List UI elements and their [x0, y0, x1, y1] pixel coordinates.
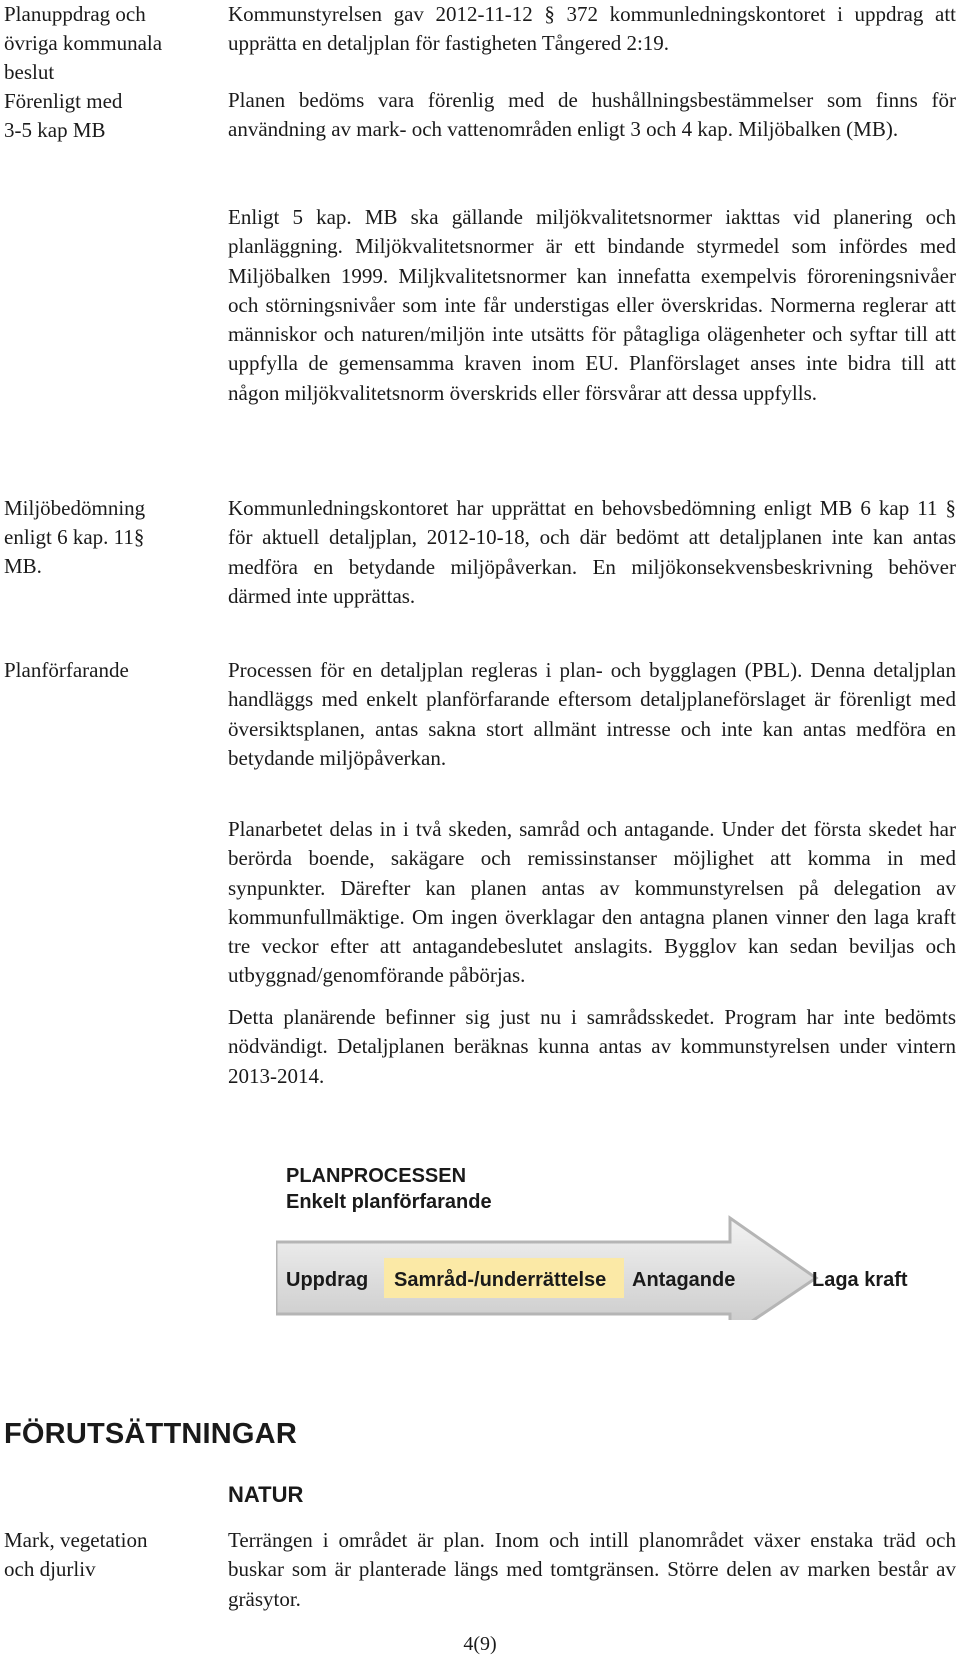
plan-process-arrow	[276, 1160, 936, 1320]
margin-label-line: Planuppdrag och	[4, 2, 146, 26]
margin-label-line: Mark, vegetation	[4, 1528, 148, 1552]
margin-label-planuppdrag	[4, 0, 204, 87]
margin-label-line: Miljöbedömning	[4, 496, 146, 520]
paragraph-miljokvalitetsnormer: Enligt 5 kap. MB ska gällande miljökvalitetsnormer iakttas vid planering och planläggning. Miljökvalitetsnormer är ett bindande styrmedel som infördes med Miljöbalken 1999. Miljkvalitetsnormer kan innefatta exempelvis föroreningsnivåer och störningsnivåer som inte får understigas eller överskridas. Normerna reglerar att människor och naturen/miljön inte utsätts för påtagliga olägenheter och syftar till att uppfylla de gemensamma kraven inom EU. Planförslaget anses inte bidra till att någon miljökvalitetsnorm överskrids eller försvårar att dessa uppfylls.	[228, 205, 956, 405]
margin-label-line: enligt 6 kap. 11§	[4, 525, 145, 549]
margin-label-line: och djurliv	[4, 1557, 96, 1581]
paragraph-terrangen: Terrängen i området är plan. Inom och intill planområdet växer enstaka träd och buskar som är planterade längs med tomtgränsen. Större delen av marken består av gräsytor.	[228, 1528, 956, 1611]
page-number: 4(9)	[463, 1633, 497, 1655]
paragraph-planarbetet: Planarbetet delas in i två skeden, samråd och antagande. Under det första skedet har berörda boende, sakägare och remissinstanser möjlighet att komma in med synpunkter. Därefter kan planen antas av kommunstyrelsen på delegation av kommunfullmäktige. Om ingen överklagar den antagna planen vinner den laga kraft tre veckor efter att antagandebeslutet anslagits. Bygglov kan sedan beviljas och utbyggnad/genomförande påbörjas.	[228, 817, 956, 988]
process-step-antagande: Antagande	[632, 1269, 736, 1291]
sub-heading-natur: NATUR	[228, 1482, 304, 1507]
margin-label-forenligt	[4, 87, 204, 145]
process-step-samrad: Samråd-/underrättelse	[394, 1269, 607, 1291]
margin-label-planforfarande	[4, 656, 204, 685]
margin-label-miljobedomning	[4, 494, 204, 581]
process-step-laga-kraft: Laga kraft	[812, 1269, 908, 1291]
margin-label-mark	[4, 1526, 204, 1584]
margin-label-line: beslut	[4, 60, 55, 84]
process-title: PLANPROCESSEN	[286, 1165, 467, 1187]
margin-label-line: MB.	[4, 554, 42, 578]
section-heading: FÖRUTSÄTTNINGAR	[4, 1418, 297, 1450]
process-subtitle: Enkelt planförfarande	[286, 1191, 492, 1213]
process-step-uppdrag: Uppdrag	[286, 1269, 369, 1291]
margin-label-line: Planförfarande	[4, 658, 129, 682]
paragraph-samradsskedet: Detta planärende befinner sig just nu i samrådsskedet. Program har inte bedömts nödvändigt. Detaljplanen beräknas kunna antas av kommunstyrelsen under vintern 2013-2014.	[228, 1005, 956, 1088]
paragraph-hushallning: Planen bedöms vara förenlig med de hushållningsbestämmelser som finns för användning av mark- och vattenområden enligt 3 och 4 kap. Miljöbalken (MB).	[228, 88, 956, 142]
plan-process-graphic	[276, 1160, 936, 1320]
paragraph-processen: Processen för en detaljplan regleras i plan- och bygglagen (PBL). Denna detaljplan handläggs med enkelt planförfarande eftersom detaljplaneförslaget är förenligt med översiktsplanen, antas sakna stort allmänt intresse och inte kan antas medföra en betydande miljöpåverkan.	[228, 658, 956, 770]
margin-label-line: övriga kommunala	[4, 31, 163, 55]
paragraph-uppdrag: Kommunstyrelsen gav 2012-11-12 § 372 kommunledningskontoret i uppdrag att upprätta en detaljplan för fastigheten Tångered 2:19.	[228, 2, 956, 56]
paragraph-behovsbedomning: Kommunledningskontoret har upprättat en behovsbedömning enligt MB 6 kap 11 § för aktuell detaljplan, 2012-10-18, och där bedömt att detaljplanen inte kan antas medföra en betydande miljöpåverkan. En miljökonsekvensbeskrivning behöver därmed inte upprättas.	[228, 496, 956, 608]
margin-label-line: 3-5 kap MB	[4, 118, 106, 142]
margin-label-line: Förenligt med	[4, 89, 123, 113]
